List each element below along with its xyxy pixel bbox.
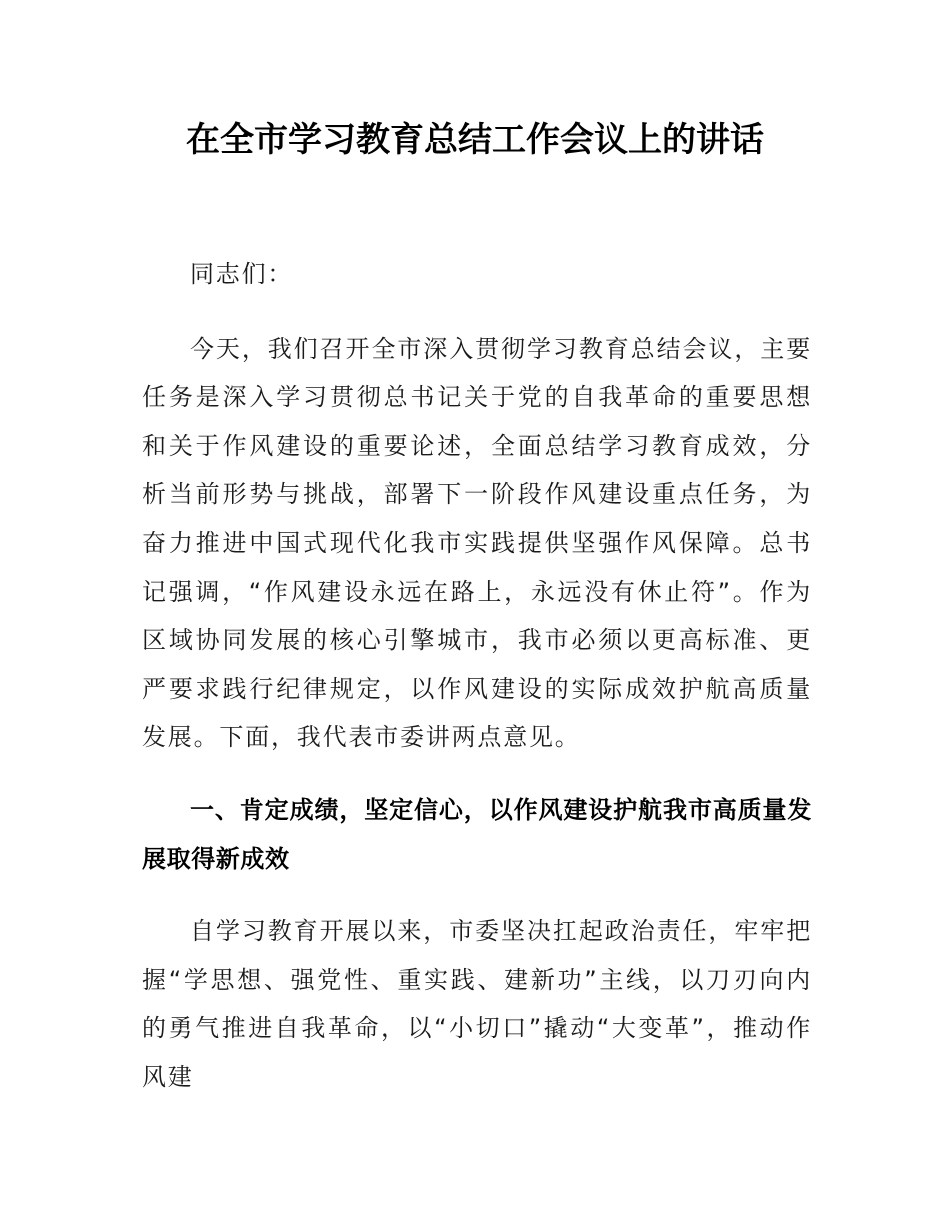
- intro-paragraph: 今天，我们召开全市深入贯彻学习教育总结会议，主要任务是深入学习贯彻总书记关于党的自我革命的重要思想和关于作风建设的重要论述，全面总结学习教育成效，分析当前形势与挑战，部署下一阶段作风建设重点任务，为奋力推进中国式现代化我市实践提供坚强作风保障。总书记强调，“作风建设永远在路上，永远没有休止符”。作为区域协同发展的核心引擎城市，我市必须以更高标准、更严要求践行纪律规定，以作风建设的实际成效护航高质量发展。下面，我代表市委讲两点意见。: [142, 334, 812, 752]
- salutation: 同志们：: [190, 260, 294, 288]
- section-1-paragraph: 自学习教育开展以来，市委坚决扛起政治责任，牢牢把握“学思想、强党性、重实践、建新功”主线，以刀刃向内的勇气推进自我革命，以“小切口”撬动“大变革”，推动作风建: [142, 917, 812, 1091]
- document-title: 在全市学习教育总结工作会议上的讲话: [186, 120, 764, 160]
- document-body: [142, 250, 812, 1102]
- section-heading-1: 一、肯定成绩，坚定信心，以作风建设护航我市高质量发展取得新成效: [142, 795, 812, 873]
